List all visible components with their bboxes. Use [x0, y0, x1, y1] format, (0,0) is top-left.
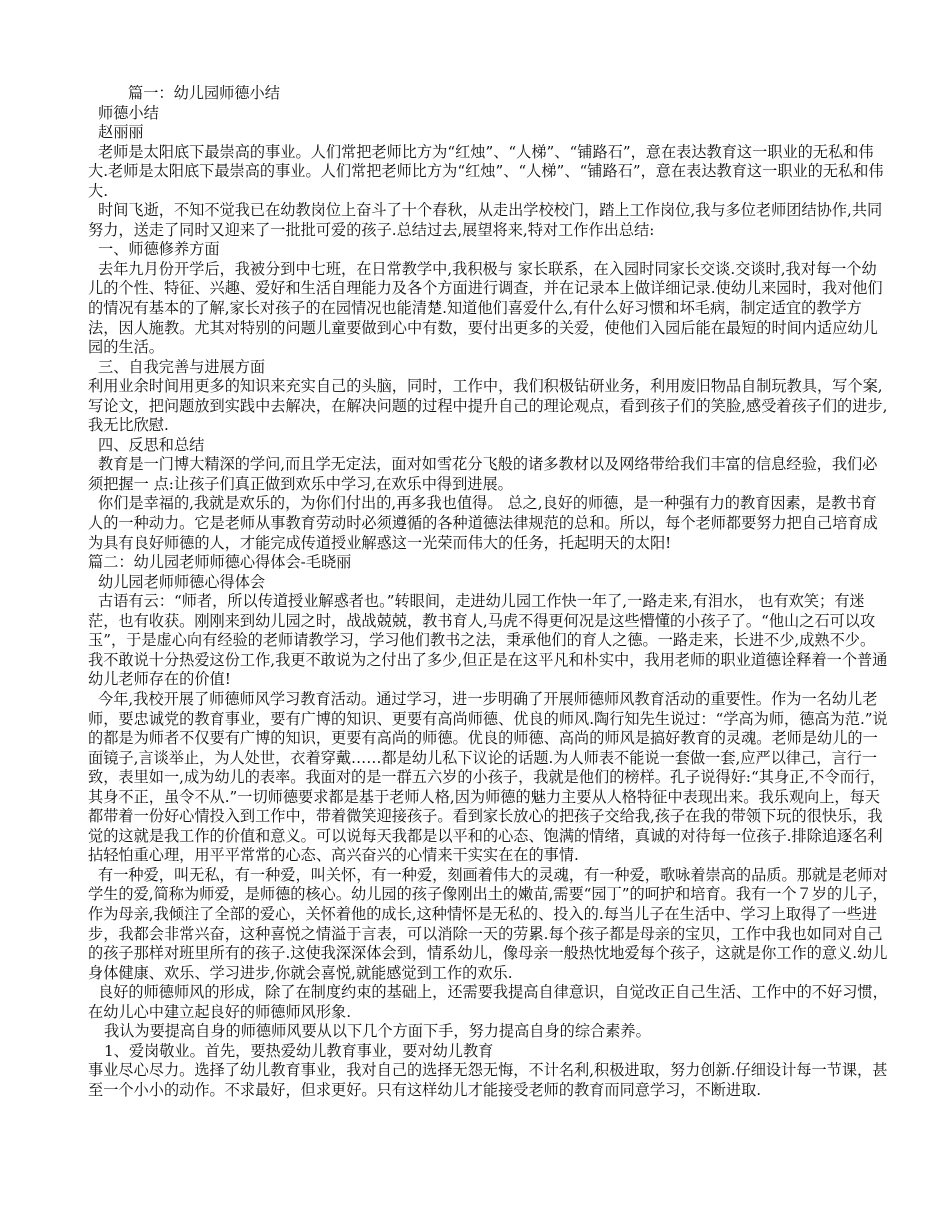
section-title-1: 篇一：幼儿园师德小结	[128, 84, 280, 102]
paragraph: 教育是一门博大精深的学问,而且学无定法，面对如雪花分飞般的诸多教材以及网络带给我们丰富的信息经验，我们必须把握一 点:让孩子们真正做到欢乐中学习,在欢乐中得到进展。	[88, 455, 878, 493]
list-item-heading: 1、爱岗敬业。首先，要热爱幼儿教育事业，要对幼儿教育	[104, 1041, 494, 1060]
subtitle: 幼儿园老师师德心得体会	[98, 572, 266, 591]
paragraph: 有一种爱，叫无私，有一种爱，叫关怀，有一种爱，刻画着伟大的灵魂，有一种爱，歌咏着崇高的品质。那就是老师对学生的爱,简称为师爱，是师德的核心。幼儿园的孩子像刚出土的嫩苗,需要“园丁”的呵护和培育。我有一个７岁的儿子，作为母亲,我倾注了全部的爱心，关怀着他的成长,这种情怀是无私的、投入的.每当儿子在生活中、学习上取得了一些进步，我都会非常兴奋，这种喜悦之情溢于言表，可以消除一天的劳累.每个孩子都是母亲的宝贝，工作中我也如同对自己的孩子那样对班里所有的孩子.这使我深深体会到，情系幼儿，像母亲一般热忱地爱每个孩子，这就是你工作的意义.幼儿身体健康、欢乐、学习进步,你就会喜悦,就能感觉到工作的欢乐.	[88, 865, 888, 982]
paragraph: 今年,我校开展了师德师风学习教育活动。通过学习，进一步明确了开展师德师风教育活动的重要性。作为一名幼儿老师，要忠诚党的教育事业，要有广博的知识、更要有高尚师德、优良的师风.陶行知先生说过：“学高为师，德高为范.”说的都是为师者不仅要有广博的知识，更要有高尚的师德。优良的师德、高尚的师风是搞好教育的灵魂。老师是幼儿的一面镜子,言谈举止，为人处世，衣着穿戴……都是幼儿私下议论的话题.为人师表不能说一套做一套,应严以律己，言行一致，表里如一,成为幼儿的表率。我面对的是一群五六岁的小孩子，我就是他们的榜样。孔子说得好:“其身正,不令而行，其身不正，虽令不从.”一切师德要求都是基于老师人格,因为师德的魅力主要从人格特征中表现出来。我乐观向上，每天都带着一份好心情投入到工作中，带着微笑迎接孩子。看到家长放心的把孩子交给我,孩子在我的带领下玩的很快乐，我觉的这就是我工作的价值和意义。可以说每天我都是以平和的心态、饱满的情绪，真诚的对待每一位孩子.排除追逐名利拈轻怕重心理，用平平常常的心态、高兴奋兴的心情来干实实在在的事情.	[88, 689, 888, 865]
section-heading: 三、自我完善与进展方面	[98, 357, 266, 376]
subtitle: 师德小结	[98, 103, 159, 122]
paragraph: 古语有云：“师者，所以传道授业解惑者也。”转眼间，走进幼儿园工作快一年了,一路走来,有泪水， 也有欢笑；有迷茫，也有收获。刚刚来到幼儿园之时，战战兢兢，教书育人,马虎不得更何况是这些懵懂的小孩子了。“他山之石可以攻玉”，于是虚心向有经验的老师请教学习，学习他们教书之法，秉承他们的育人之德。一路走来，长进不少,成熟不少。我不敢说十分热爱这份工作,我更不敢说为之付出了多少,但正是在这平凡和朴实中，我用老师的职业道德诠释着一个普通幼儿老师存在的价值!	[88, 592, 888, 689]
section-title-2: 篇二：幼儿园老师师德心得体会-毛晓丽	[88, 553, 352, 572]
author-name: 赵丽丽	[98, 123, 144, 142]
section-heading: 四、反思和总结	[98, 435, 205, 454]
paragraph: 老师是太阳底下最崇高的事业。人们常把老师比方为“红烛”、“人梯”、“铺路石”，意在表达教育这一职业的无私和伟大.老师是太阳底下最崇高的事业。人们常把老师比方为“红烛”、“人梯”、“铺路石”，意在表达教育这一职业的无私和伟大.	[88, 142, 884, 200]
paragraph: 你们是幸福的,我就是欢乐的，为你们付出的,再多我也值得。 总之,良好的师德，是一种强有力的教育因素，是教书育人的一种动力。它是老师从事教育劳动时必须遵循的各种道德法律规范的总和。所以，每个老师都要努力把自己培育成为具有良好师德的人，才能完成传道授业解惑这一光荣而伟大的任务，托起明天的太阳!	[88, 494, 878, 552]
paragraph: 去年九月份开学后，我被分到中七班，在日常教学中,我积极与 家长联系，在入园时同家长交谈.交谈时,我对每一个幼儿的个性、特征、兴趣、爱好和生活自理能力及各个方面进行调查，并在记录本上做详细记录.使幼儿来园时，我对他们的情况有基本的了解,家长对孩子的在园情况也能清楚.知道他们喜爱什么,有什么好习惯和坏毛病，制定适宜的教学方法，因人施教。尤其对特别的问题儿童要做到心中有数，要付出更多的关爱，使他们入园后能在最短的时间内适应幼儿园的生活。	[88, 259, 883, 357]
paragraph: 良好的师德师风的形成，除了在制度约束的基础上，还需要我提高自律意识，自觉改正自己生活、工作中的不好习惯，在幼儿心中建立起良好的师德师风形象.	[88, 983, 888, 1021]
paragraph: 事业尽心尽力。选择了幼儿教育事业，我对自己的选择无怨无悔，不计名利,积极进取，努力创新.仔细设计每一节课，甚至一个小小的动作。不求最好，但求更好。只有这样幼儿才能接受老师的教育而同意学习，不断进取.	[88, 1061, 888, 1099]
paragraph: 时间飞逝，不知不觉我已在幼教岗位上奋斗了十个春秋，从走出学校校门，踏上工作岗位,我与多位老师团结协作,共同努力，送走了同时又迎来了一批批可爱的孩子.总结过去,展望将来,特对工作作出总结:	[88, 201, 883, 239]
paragraph: 利用业余时间用更多的知识来充实自己的头脑，同时，工作中，我们积极钻研业务，利用废旧物品自制玩教具，写个案,写论文，把问题放到实践中去解决，在解决问题的过程中提升自己的理论观点，看到孩子们的笑脸,感受着孩子们的进步,我无比欣慰.	[88, 377, 888, 435]
section-heading: 一、师德修养方面	[98, 240, 220, 259]
paragraph: 我认为要提高自身的师德师风要从以下几个方面下手，努力提高自身的综合素养。	[104, 1022, 651, 1041]
